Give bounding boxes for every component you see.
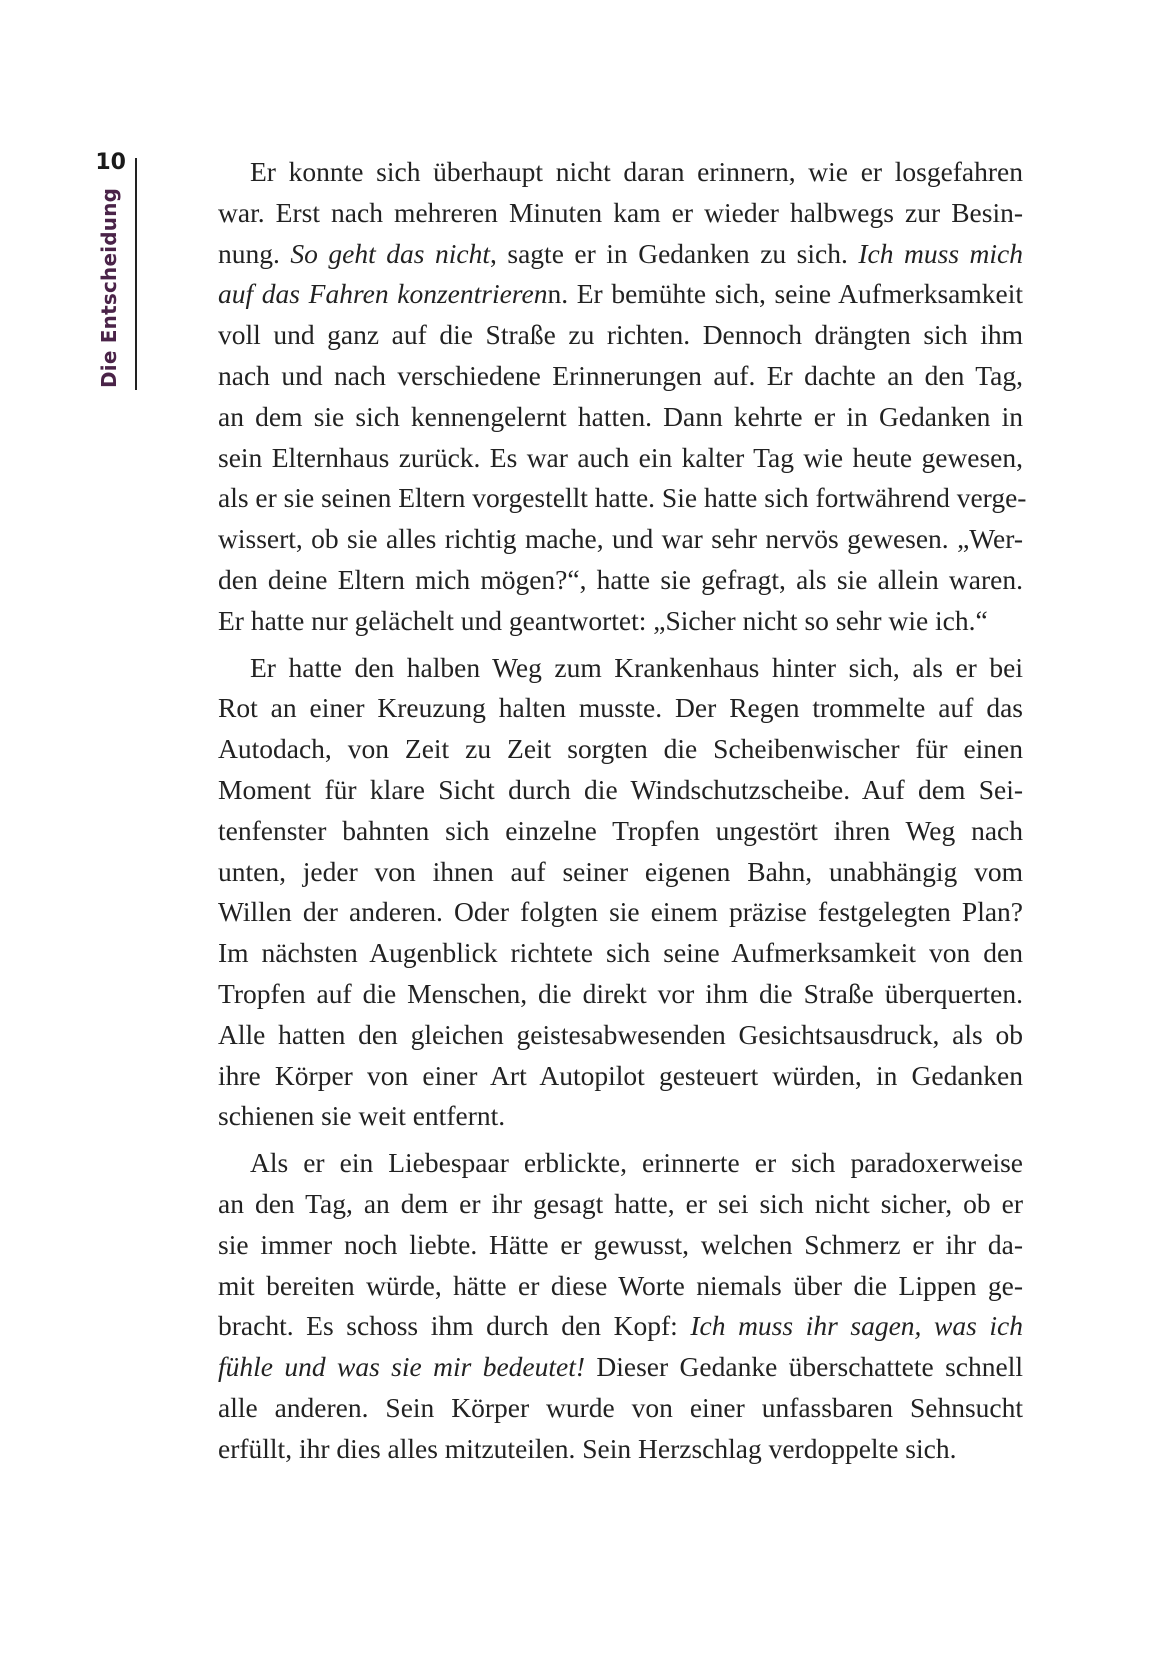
text-span: schienen sie weit entfernt. bbox=[218, 1100, 506, 1132]
text-span: Willen der anderen. Oder folgten sie einem präzise festgelegten Plan? bbox=[218, 896, 1023, 928]
text-span: an den Tag, an dem er ihr gesagt hatte, er sei sich nicht sicher, ob er bbox=[218, 1187, 1023, 1219]
text-line bbox=[218, 193, 1023, 234]
text-line bbox=[218, 356, 1023, 397]
text-span: war. Erst nach mehreren Minuten kam er wieder halbwegs zur Besin- bbox=[218, 196, 1023, 228]
text-span: Er hatte nur gelächelt und geantwortet: „Sicher nicht so sehr wie ich.“ bbox=[218, 604, 988, 636]
text-span: Autodach, von Zeit zu Zeit sorgten die Scheibenwischer für einen bbox=[218, 733, 1023, 765]
text-line bbox=[218, 1347, 1023, 1388]
text-line bbox=[218, 315, 1023, 356]
page-number: 10 bbox=[95, 150, 126, 175]
text-span: Tropfen auf die Menschen, die direkt vor ihm die Straße überquerten. bbox=[218, 977, 1023, 1009]
text-line bbox=[218, 519, 1023, 560]
text-span: sein Elternhaus zurück. Es war auch ein kalter Tag wie heute gewesen, bbox=[218, 441, 1023, 473]
text-span: mit bereiten würde, hätte er diese Worte niemals über die Lippen ge- bbox=[218, 1269, 1023, 1301]
text-span: n. Er bemühte sich, seine Aufmerksamkeit bbox=[547, 278, 1023, 310]
text-line bbox=[218, 1184, 1023, 1225]
text-line bbox=[218, 1015, 1023, 1056]
text-line bbox=[218, 234, 1023, 275]
text-line bbox=[218, 892, 1023, 933]
text-line bbox=[218, 1306, 1023, 1347]
text-span: wissert, ob sie alles richtig mache, und war sehr nervös gewesen. „Wer- bbox=[218, 523, 1023, 555]
text-span: Dieser Gedanke überschattete schnell bbox=[585, 1351, 1024, 1383]
text-span: Er hatte den halben Weg zum Krankenhaus hinter sich, als er bei bbox=[250, 651, 1023, 683]
text-line bbox=[218, 1429, 1023, 1470]
paragraph bbox=[218, 152, 1027, 642]
text-span: alle anderen. Sein Körper wurde von einer unfassbaren Sehnsucht bbox=[218, 1391, 1023, 1423]
text-line bbox=[218, 933, 1023, 974]
paragraph bbox=[218, 1143, 1023, 1469]
body-text bbox=[218, 152, 1027, 1470]
italic-text: Ich muss ihr sagen, was ich bbox=[690, 1310, 1023, 1342]
text-span: nach und nach verschiedene Erinnerungen auf. Er dachte an den Tag, bbox=[218, 359, 1023, 391]
margin-rule bbox=[135, 158, 137, 390]
text-span: an dem sie sich kennengelernt hatten. Dann kehrte er in Gedanken in bbox=[218, 400, 1023, 432]
text-span: ihre Körper von einer Art Autopilot gesteuert würden, in Gedanken bbox=[218, 1059, 1023, 1091]
text-line bbox=[218, 811, 1023, 852]
text-line bbox=[218, 729, 1023, 770]
text-span: voll und ganz auf die Straße zu richten. Dennoch drängten sich ihm bbox=[218, 319, 1023, 351]
text-span: bracht. Es schoss ihm durch den Kopf: bbox=[218, 1310, 691, 1342]
text-line bbox=[218, 1225, 1023, 1266]
text-span: Rot an einer Kreuzung halten musste. Der Regen trommelte auf das bbox=[218, 692, 1023, 724]
text-line bbox=[218, 1143, 1023, 1184]
text-line bbox=[218, 770, 1023, 811]
text-line bbox=[218, 852, 1023, 893]
text-line bbox=[218, 648, 1023, 689]
text-span: sie immer noch liebte. Hätte er gewusst, welchen Schmerz er ihr da- bbox=[218, 1228, 1023, 1260]
text-span: , sagte er in Gedanken zu sich. bbox=[490, 237, 859, 269]
text-span: tenfenster bahnten sich einzelne Tropfen ungestört ihren Weg nach bbox=[218, 814, 1023, 846]
running-head: Die Entscheidung bbox=[97, 187, 121, 388]
text-span: unten, jeder von ihnen auf seiner eigenen Bahn, unabhängig vom bbox=[218, 855, 1023, 887]
text-line bbox=[218, 1056, 1023, 1097]
text-line bbox=[218, 274, 1023, 315]
italic-text: fühle und was sie mir bedeutet! bbox=[218, 1351, 586, 1383]
text-span: als er sie seinen Eltern vorgestellt hatte. Sie hatte sich fortwährend verge- bbox=[218, 482, 1027, 514]
italic-text: auf das Fahren konzentrieren bbox=[218, 278, 548, 310]
text-span: nung. bbox=[218, 237, 291, 269]
text-line bbox=[218, 1388, 1023, 1429]
text-line bbox=[218, 397, 1023, 438]
text-span: Moment für klare Sicht durch die Windschutzscheibe. Auf dem Sei- bbox=[218, 773, 1023, 805]
text-line bbox=[218, 1096, 1023, 1137]
text-span: erfüllt, ihr dies alles mitzuteilen. Sein Herzschlag verdoppelte sich. bbox=[218, 1432, 957, 1464]
text-line bbox=[218, 974, 1023, 1015]
text-span: Im nächsten Augenblick richtete sich seine Aufmerksamkeit von den bbox=[218, 937, 1023, 969]
text-line bbox=[218, 1266, 1023, 1307]
text-line bbox=[218, 152, 1023, 193]
text-line bbox=[218, 560, 1023, 601]
text-line bbox=[218, 688, 1023, 729]
text-line bbox=[218, 478, 1027, 519]
text-span: Als er ein Liebespaar erblickte, erinnerte er sich paradoxerweise bbox=[250, 1147, 1023, 1179]
text-span: den deine Eltern mich mögen?“, hatte sie gefragt, als sie allein waren. bbox=[218, 563, 1023, 595]
text-span: Alle hatten den gleichen geistesabwesenden Gesichtsausdruck, als ob bbox=[218, 1018, 1023, 1050]
paragraph bbox=[218, 648, 1023, 1138]
text-line bbox=[218, 601, 1023, 642]
text-line bbox=[218, 438, 1023, 479]
text-span: Er konnte sich überhaupt nicht daran erinnern, wie er losgefahren bbox=[250, 156, 1023, 187]
italic-text: So geht das nicht bbox=[290, 237, 490, 269]
italic-text: Ich muss mich bbox=[858, 237, 1023, 269]
